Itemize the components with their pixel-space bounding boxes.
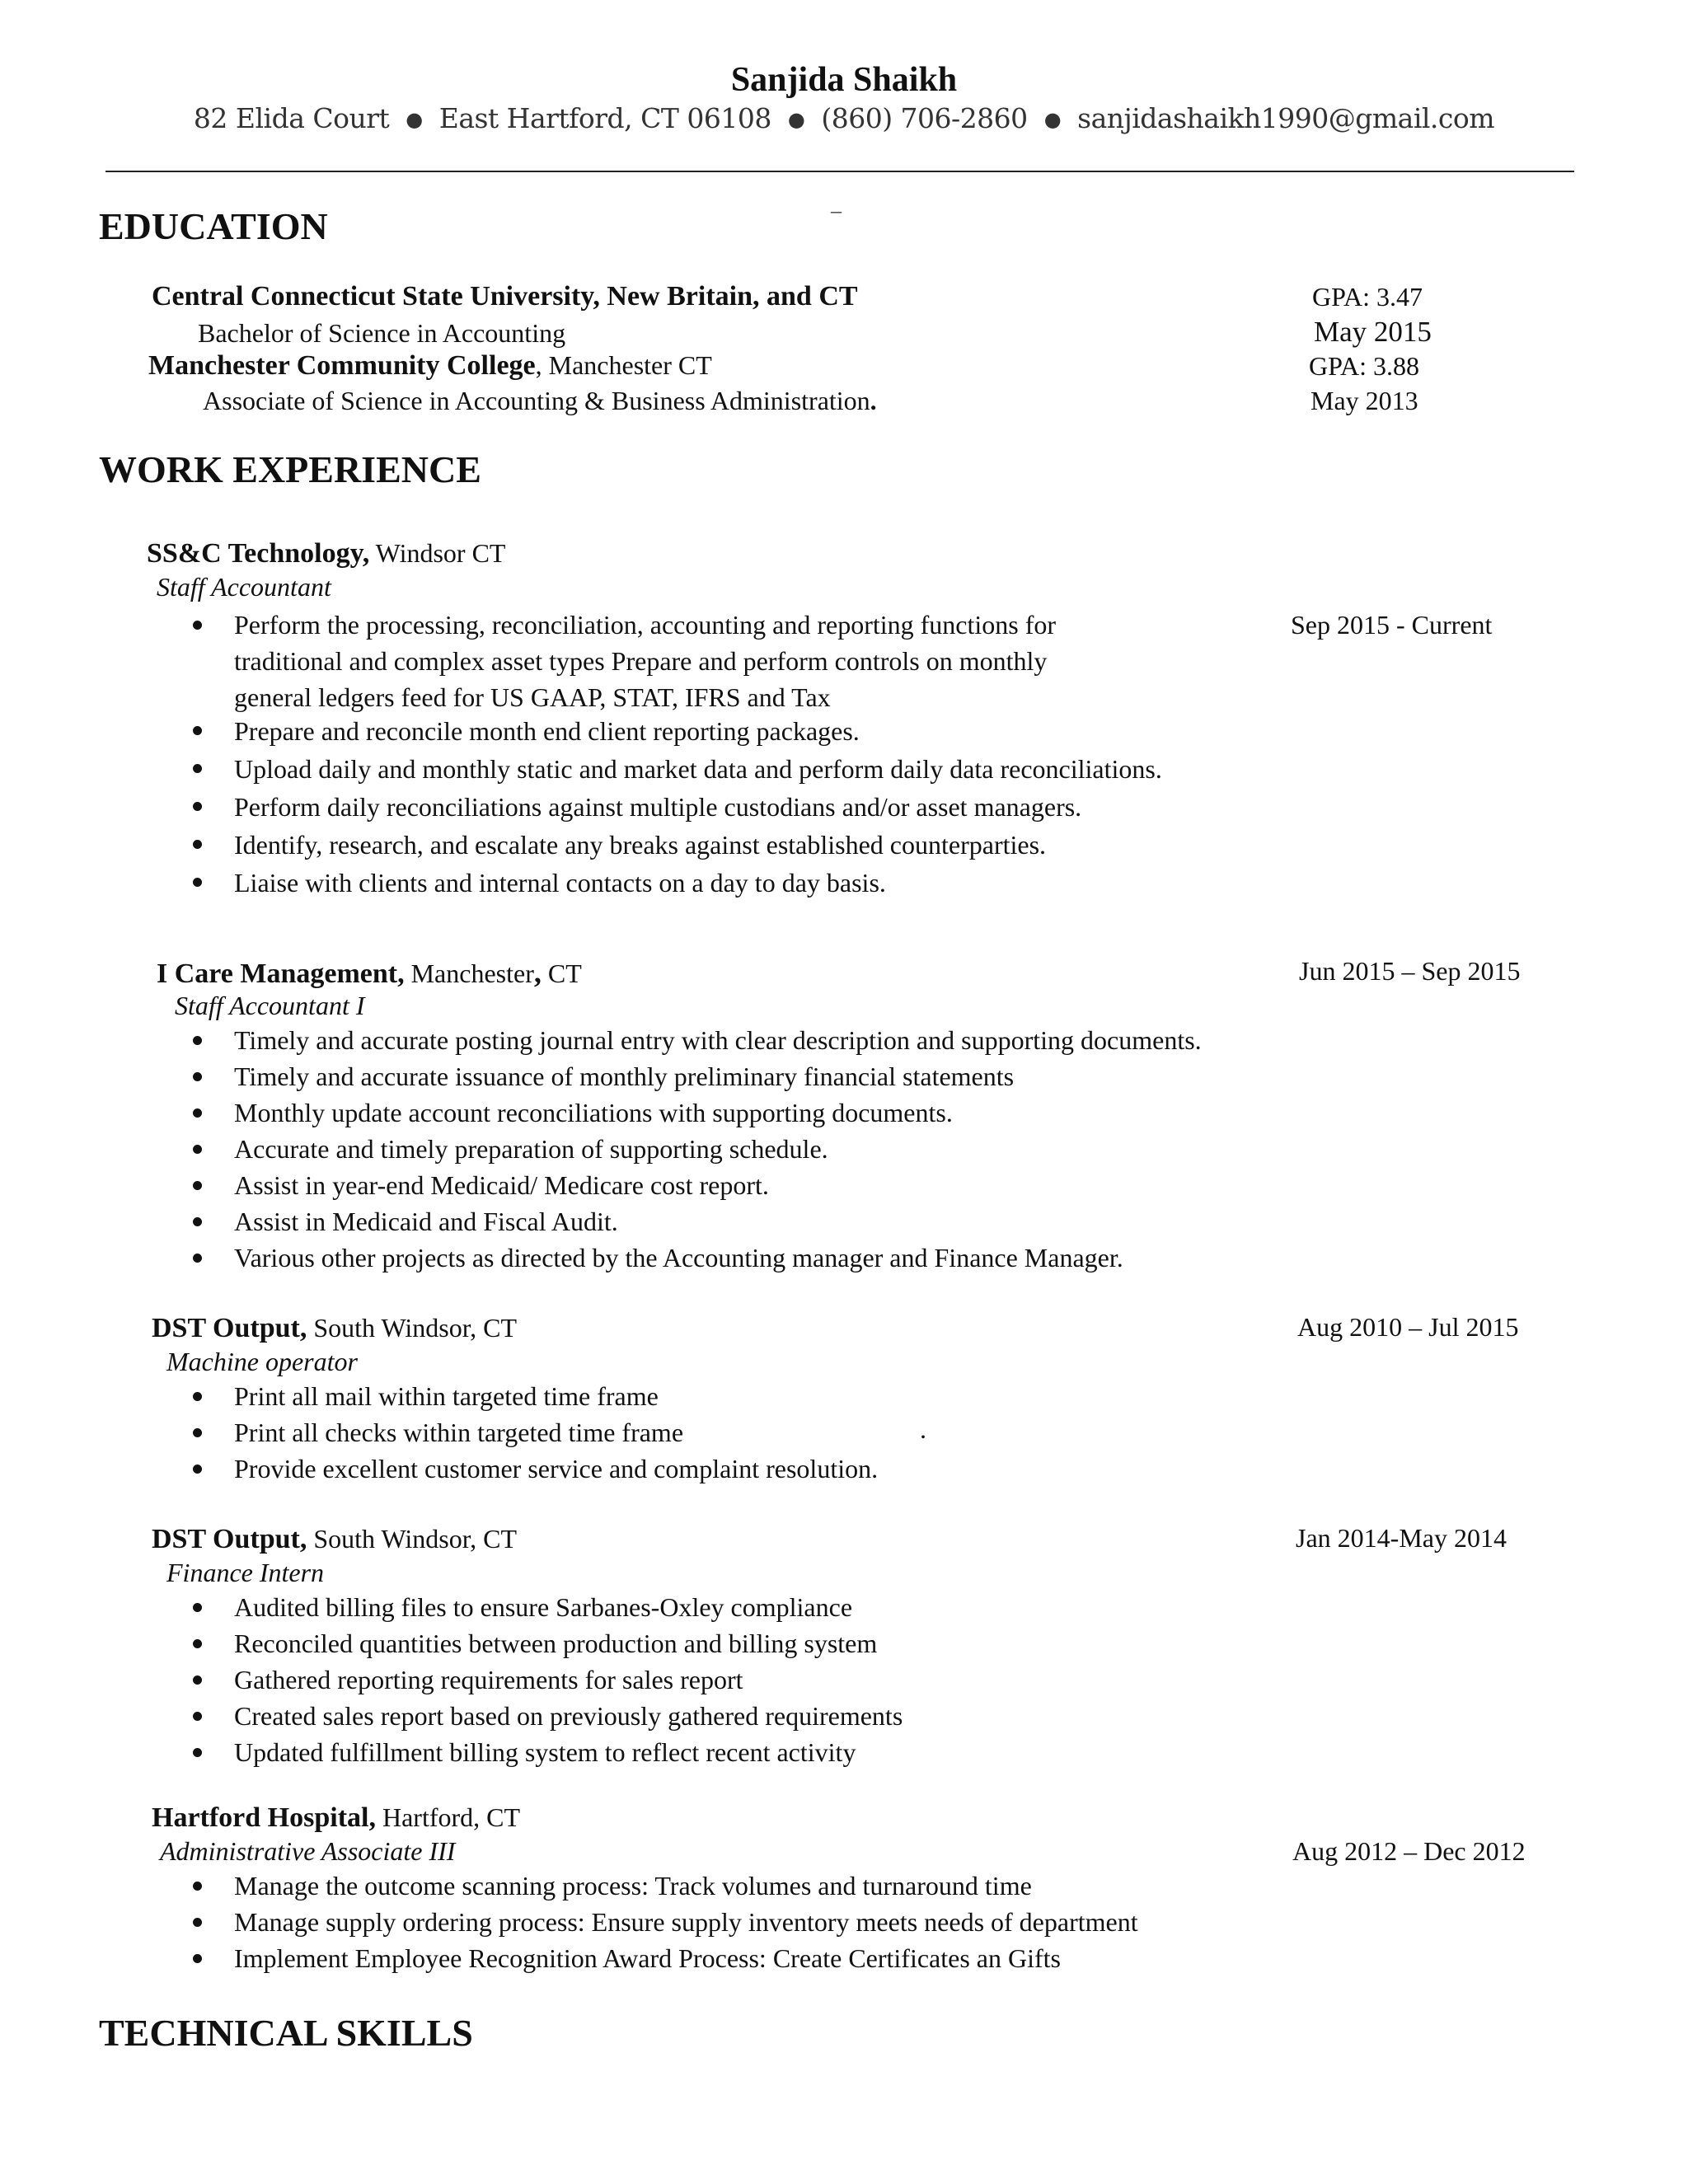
contact-separator: ● xyxy=(406,108,423,131)
list-item: Various other projects as directed by the Accounting manager and Finance Manager. xyxy=(188,1240,1202,1276)
job-title: Staff Accountant I xyxy=(175,991,365,1020)
list-item: Prepare and reconcile month end client reporting packages. xyxy=(188,712,1162,750)
job-company: Hartford Hospital, xyxy=(152,1802,376,1833)
edu-degree: Bachelor of Science in Accounting xyxy=(198,318,566,348)
job-bullets xyxy=(188,607,1056,715)
list-item: Manage supply ordering process: Ensure supply inventory meets needs of department xyxy=(188,1904,1138,1940)
contact-city: East Hartford, CT 06108 xyxy=(438,102,771,134)
job-bullets xyxy=(188,1378,878,1487)
job-location: Manchester xyxy=(404,958,534,988)
job-date: Aug 2010 – Jul 2015 xyxy=(1297,1312,1519,1342)
list-item: Monthly update account reconciliations with supporting documents. xyxy=(188,1094,1202,1131)
job-location: Windsor CT xyxy=(369,538,506,568)
contact-address: 82 Elida Court xyxy=(193,102,390,134)
edu-school: Central Connecticut State University, New Britain, and CT xyxy=(152,281,858,312)
edu-date: May 2015 xyxy=(1314,316,1432,348)
section-title-skills: TECHNICAL SKILLS xyxy=(99,2012,473,2054)
edu-location: , Manchester CT xyxy=(535,350,712,380)
edu-gpa: GPA: 3.47 xyxy=(1312,282,1423,312)
list-item: Timely and accurate posting journal entry with clear description and supporting documents. xyxy=(188,1022,1202,1058)
list-item: Created sales report based on previously gathered requirements xyxy=(188,1698,903,1734)
edu-school: Manchester Community College xyxy=(148,350,536,381)
job-location: South Windsor, CT xyxy=(307,1524,517,1554)
list-item: Print all mail within targeted time frame xyxy=(188,1378,878,1414)
job-location-end: CT xyxy=(541,958,582,988)
job-title: Administrative Associate III xyxy=(160,1836,456,1866)
contact-separator: ● xyxy=(787,108,805,131)
list-item: Assist in Medicaid and Fiscal Audit. xyxy=(188,1203,1202,1240)
job-location-sep: , xyxy=(533,956,542,989)
list-item: Assist in year-end Medicaid/ Medicare cost report. xyxy=(188,1167,1202,1203)
list-item: Perform daily reconciliations against multiple custodians and/or asset managers. xyxy=(188,788,1162,826)
job-company: SS&C Technology, xyxy=(147,538,370,569)
job-bullets xyxy=(188,712,1162,902)
list-item: Provide excellent customer service and complaint resolution. xyxy=(188,1451,878,1487)
contact-phone: (860) 706-2860 xyxy=(821,102,1028,134)
contact-email[interactable]: sanjidashaikh1990@gmail.com xyxy=(1077,102,1495,134)
job-location: South Windsor, CT xyxy=(307,1313,517,1343)
job-date: Jun 2015 – Sep 2015 xyxy=(1299,956,1521,986)
list-item: Updated fulfillment billing system to reflect recent activity xyxy=(188,1734,903,1770)
stray-period: . xyxy=(920,1414,926,1444)
job-location: Hartford, CT xyxy=(375,1802,521,1832)
list-item: Accurate and timely preparation of supporting schedule. xyxy=(188,1131,1202,1167)
list-item: Identify, research, and escalate any breaks against established counterparties. xyxy=(188,826,1162,864)
list-item: Print all checks within targeted time frame xyxy=(188,1414,878,1451)
job-date: Jan 2014-May 2014 xyxy=(1296,1523,1507,1553)
job-bullets xyxy=(188,1589,903,1770)
job-company-line xyxy=(147,537,505,569)
section-title-education: EDUCATION xyxy=(99,205,328,247)
list-item: Liaise with clients and internal contacts on a day to day basis. xyxy=(188,864,1162,902)
job-company-line xyxy=(152,1312,517,1344)
job-date: Sep 2015 - Current xyxy=(1291,610,1493,640)
edu-degree-end: . xyxy=(870,386,877,415)
job-bullets xyxy=(188,1022,1202,1276)
edu-date: May 2013 xyxy=(1311,386,1418,415)
candidate-name: Sanjida Shaikh xyxy=(730,61,958,99)
list-item: Upload daily and monthly static and market data and perform daily data reconciliations. xyxy=(188,750,1162,788)
edu-gpa: GPA: 3.88 xyxy=(1309,351,1419,381)
list-item: Gathered reporting requirements for sales report xyxy=(188,1661,903,1698)
job-date: Aug 2012 – Dec 2012 xyxy=(1292,1836,1526,1866)
job-company: DST Output, xyxy=(152,1313,307,1343)
job-title: Machine operator xyxy=(166,1347,358,1376)
list-item: Manage the outcome scanning process: Track volumes and turnaround time xyxy=(188,1868,1138,1904)
job-company-line xyxy=(152,1802,520,1834)
edu-degree-line xyxy=(203,386,877,416)
job-company-line xyxy=(157,956,582,990)
list-item: Perform the processing, reconciliation, accounting and reporting functions for traditional and complex asset types Prepare and perform controls on monthly general ledgers feed for US GAAP, STAT, IFRS and Tax xyxy=(188,607,1056,715)
contact-separator: ● xyxy=(1043,108,1062,131)
edu-degree: Associate of Science in Accounting & Business Administration xyxy=(203,386,870,415)
job-company: I Care Management, xyxy=(157,958,405,989)
section-title-work: WORK EXPERIENCE xyxy=(99,448,481,490)
job-company-line xyxy=(152,1523,517,1555)
header-divider xyxy=(106,171,1574,172)
job-company: DST Output, xyxy=(152,1524,307,1554)
stray-dash: _ xyxy=(831,191,842,215)
job-bullets xyxy=(188,1868,1138,1976)
contact-line xyxy=(0,104,1688,134)
job-title: Staff Accountant xyxy=(157,572,331,602)
list-item: Audited billing files to ensure Sarbanes-Oxley compliance xyxy=(188,1589,903,1625)
list-item: Timely and accurate issuance of monthly preliminary financial statements xyxy=(188,1058,1202,1094)
edu-school-line xyxy=(148,349,712,382)
job-title: Finance Intern xyxy=(166,1558,325,1587)
list-item: Reconciled quantities between production and billing system xyxy=(188,1625,903,1661)
list-item: Implement Employee Recognition Award Process: Create Certificates an Gifts xyxy=(188,1940,1138,1976)
